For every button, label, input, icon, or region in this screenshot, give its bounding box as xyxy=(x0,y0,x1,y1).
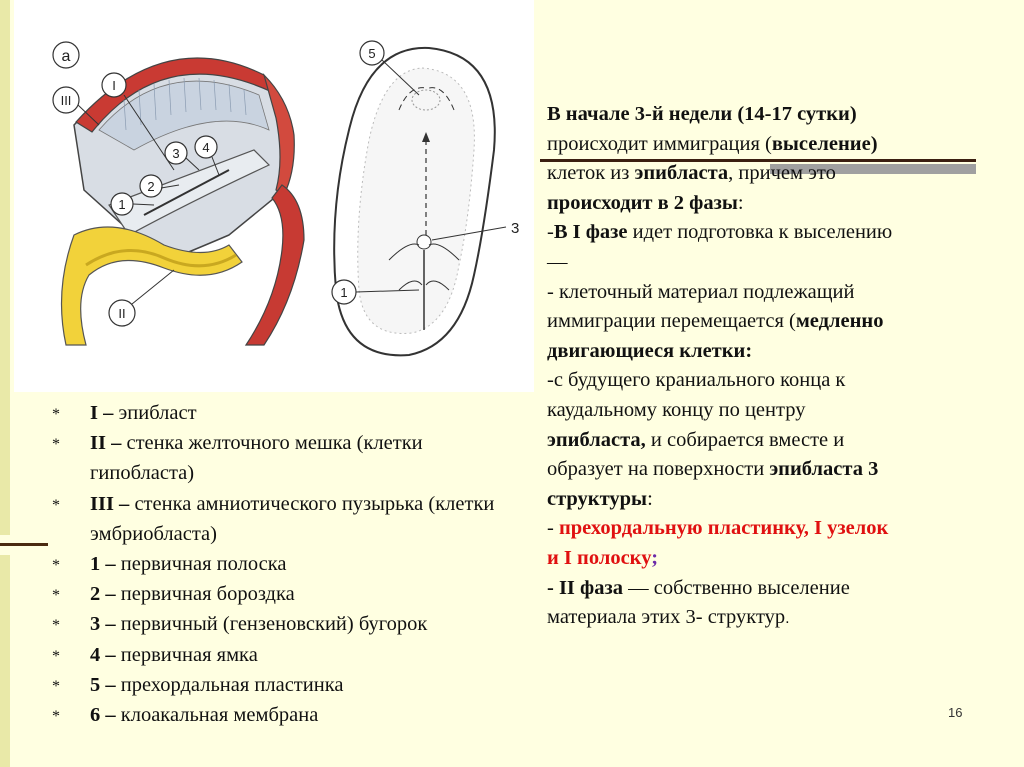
left-accent-band-lower xyxy=(0,555,10,767)
text-line-3: клеток из эпибласта, причем это xyxy=(547,162,836,185)
text-line-2: происходит иммиграция (выселение) xyxy=(547,132,878,155)
text-line-8: иммиграции перемещается (медленно xyxy=(547,310,884,333)
bullet-star-icon: * xyxy=(52,406,60,423)
bullet-star-icon: * xyxy=(52,708,60,726)
text-line-6: — xyxy=(547,250,568,273)
legend-item: * 3 – первичный (гензеновский) бугорок xyxy=(52,609,522,639)
label-3-right: 3 xyxy=(511,220,520,237)
text-line-14: структуры: xyxy=(547,487,653,510)
bullet-star-icon: * xyxy=(52,496,60,514)
bullet-star-icon: * xyxy=(52,677,60,695)
label-III: III xyxy=(60,93,72,108)
text-line-17: - II фаза — собственно выселение xyxy=(547,576,850,599)
embryo-diagram xyxy=(14,0,534,392)
text-line-5: -В I фазе идет подготовка к выселению xyxy=(547,221,893,244)
label-I: I xyxy=(112,78,116,93)
label-5-right: 5 xyxy=(368,46,376,61)
legend-item: * 5 – прехордальная пластинка xyxy=(52,670,522,700)
main-text xyxy=(547,100,987,634)
text-line-15: - прехордальную пластинку, I узелок xyxy=(547,517,889,540)
bullet-star-icon: * xyxy=(52,436,60,454)
text-line-18: материала этих 3- структур. xyxy=(547,606,790,629)
bullet-star-icon: * xyxy=(52,587,60,605)
text-line-11: каудальному концу по центру xyxy=(547,398,806,421)
text-line-9: двигающиеся клетки: xyxy=(547,339,753,362)
legend-item: * 2 – первичная бороздка xyxy=(52,579,522,609)
page-number: 16 xyxy=(948,705,963,720)
text-line-10: -с будущего краниального конца к xyxy=(547,369,846,392)
left-divider-line xyxy=(0,543,48,546)
legend-item: * III – стенка амниотического пузырька (клетки эмбриобласта) xyxy=(52,492,495,545)
text-line-4: происходит в 2 фазы: xyxy=(547,191,744,214)
bullet-star-icon: * xyxy=(52,557,60,575)
text-line-16: и I полоску; xyxy=(547,546,659,569)
text-line-7: - клеточный материал подлежащий xyxy=(547,280,855,303)
left-accent-band xyxy=(0,0,10,535)
bullet-star-icon: * xyxy=(52,647,60,665)
label-3-left: 3 xyxy=(172,146,180,161)
legend-item: * I – эпибласт xyxy=(52,398,522,428)
embryo-figure xyxy=(14,0,534,392)
legend-item: * II – стенка желточного мешка (клетки гипобласта) xyxy=(52,432,423,485)
bullet-star-icon: * xyxy=(52,617,60,635)
right-disc-drawing xyxy=(332,41,519,355)
text-line-1: В начале 3-й недели (14-17 сутки) xyxy=(547,103,857,125)
legend-item: * 4 – первичная ямка xyxy=(52,640,522,670)
label-II: II xyxy=(118,306,126,321)
text-line-13: образует на поверхности эпибласта 3 xyxy=(547,458,879,481)
label-a: a xyxy=(61,48,71,65)
text-line-12: эпибласта, и собирается вместе и xyxy=(547,428,845,451)
label-2-left: 2 xyxy=(147,179,155,194)
label-1-right: 1 xyxy=(340,285,348,300)
label-4-left: 4 xyxy=(202,140,210,155)
label-1-left: 1 xyxy=(118,197,126,212)
legend-item: * 6 – клоакальная мембрана xyxy=(52,700,522,730)
legend-item: * 1 – первичная полоска xyxy=(52,549,522,579)
figure-legend xyxy=(52,398,522,730)
left-embryo-drawing xyxy=(53,42,304,345)
